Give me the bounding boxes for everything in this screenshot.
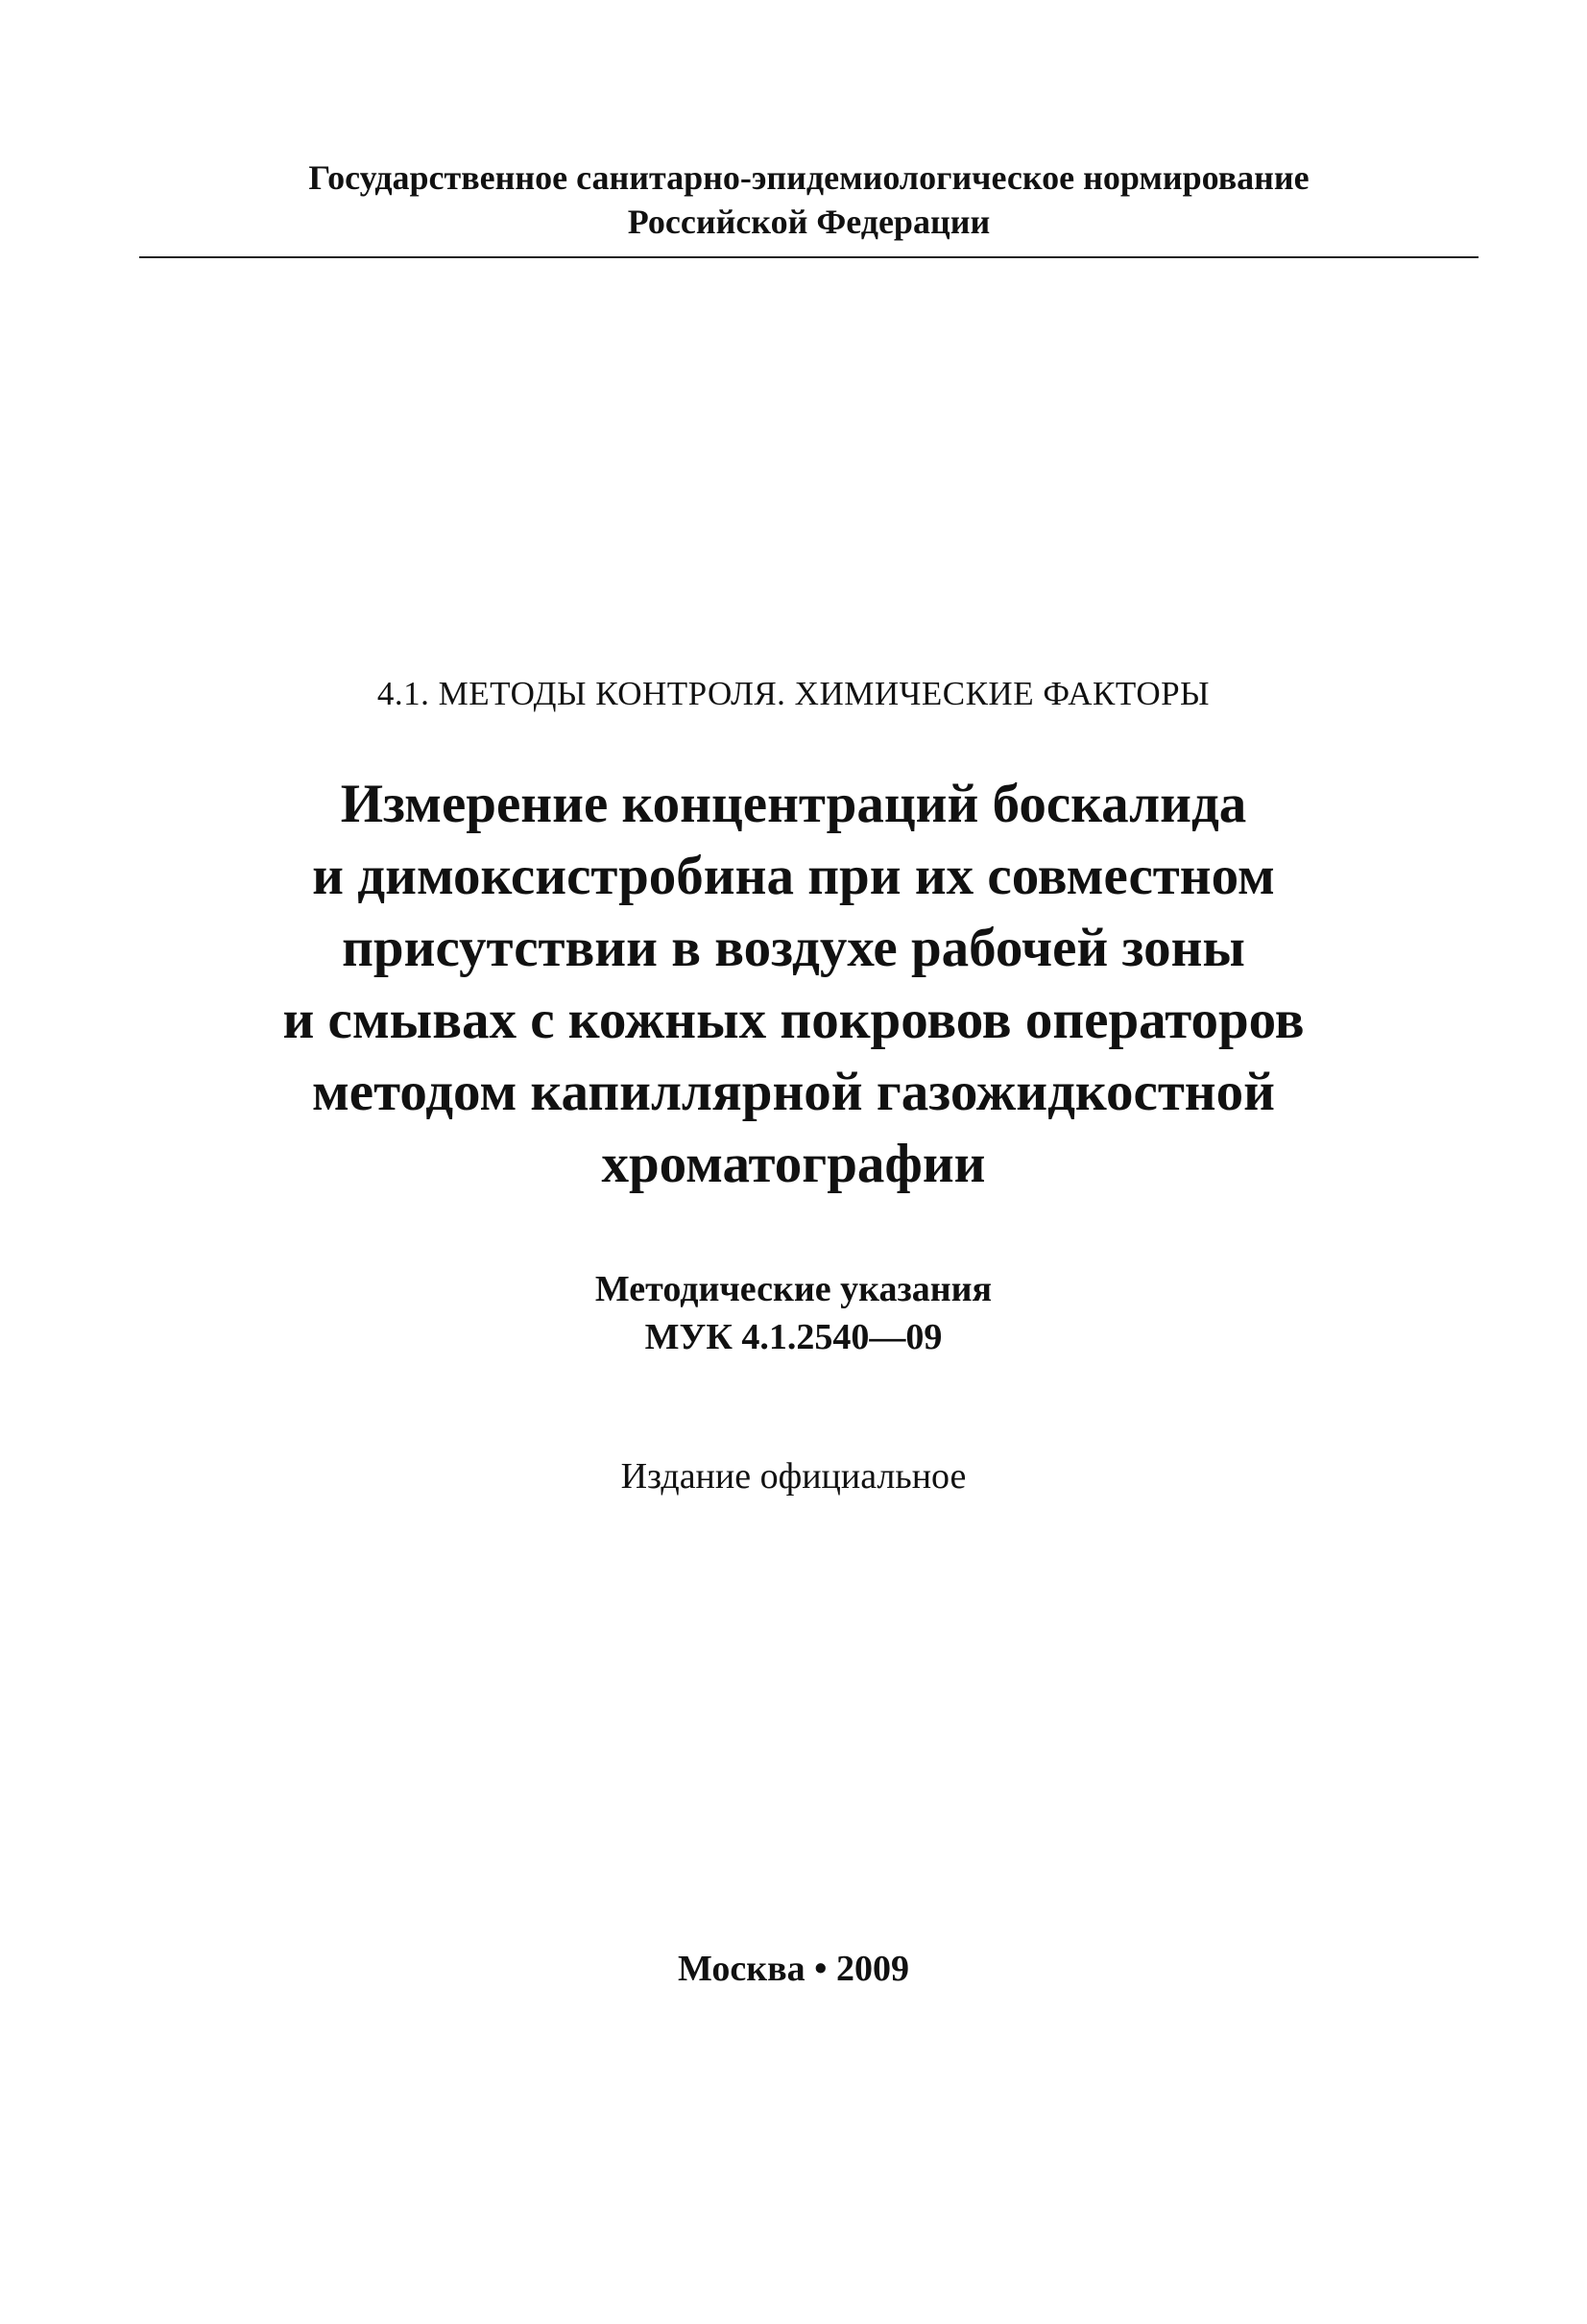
issuer-line-1: Государственное санитарно-эпидемиологическое нормирование [308, 158, 1310, 197]
edition-note: Издание официальное [620, 1456, 967, 1497]
title-line-4: и смывах с кожных покровов операторов [282, 990, 1305, 1050]
section-heading: 4.1. МЕТОДЫ КОНТРОЛЯ. ХИМИЧЕСКИЕ ФАКТОРЫ [376, 675, 1211, 712]
document-title [58, 768, 1529, 1200]
imprint-separator: • [814, 1949, 828, 1989]
document-code: МУК 4.1.2540—09 [644, 1317, 943, 1357]
imprint-city: Москва [678, 1949, 806, 1989]
title-line-1: Измерение концентраций боскалида [340, 774, 1247, 834]
issuer-line-2: Российской Федерации [627, 203, 991, 241]
issuer-header [139, 156, 1479, 244]
imprint [0, 1946, 1587, 1992]
title-line-5: методом капиллярной газожидкостной [311, 1062, 1275, 1122]
document-type [0, 1265, 1587, 1361]
title-line-2: и димоксистробина при их совместном [312, 846, 1275, 906]
header-divider [139, 256, 1479, 258]
document-type-label: Методические указания [594, 1269, 993, 1309]
title-line-3: присутствии в воздухе рабочей зоны [342, 918, 1245, 978]
title-line-6: хроматографии [601, 1134, 986, 1194]
imprint-year: 2009 [835, 1949, 909, 1989]
